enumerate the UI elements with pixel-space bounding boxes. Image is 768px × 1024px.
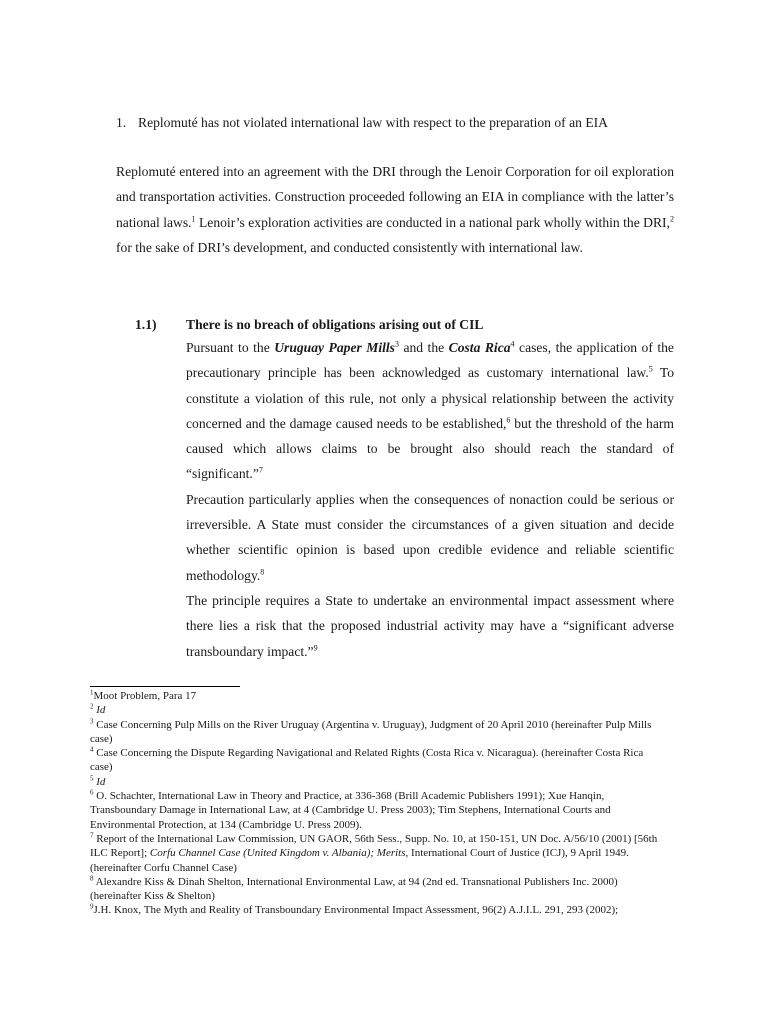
text-span: Pursuant to the: [186, 340, 275, 355]
footnote-text: O. Schachter, International Law in Theory and Practice, at 336-368 (Brill Academic Publishers 1991); Xue Hanqin, Transboundary Damage in International Law, at 4 (Cambridge U. Press 2003); Tim Stephens, International Courts and Environmental Protection, at 134 (Cambridge U. Press 2009).: [90, 790, 611, 831]
footnote-1: [90, 689, 668, 703]
subsection-body: [186, 335, 674, 664]
footnote-ref-4: 4: [510, 339, 515, 349]
intro-text-2: Lenoir’s exploration activities are conducted in a national park wholly within the DRI,: [195, 214, 670, 230]
footnote-number: 1: [90, 688, 94, 697]
footnote-4: [90, 746, 668, 775]
footnote-number: 7: [90, 831, 94, 840]
footnote-number: 2: [90, 702, 94, 711]
footnote-8: [90, 875, 668, 904]
footnote-9: [90, 903, 668, 917]
footnote-ref-9: 9: [313, 643, 318, 653]
footnote-ref-1: 1: [191, 214, 196, 224]
footnote-text: Id: [96, 704, 106, 717]
footnote-6: [90, 789, 668, 832]
footnote-text: , International Court of Justice (ICJ), 9 April 1949. (hereinafter Corfu Channel Case): [90, 847, 629, 874]
intro-text-1: Replomuté entered into an agreement with the DRI through the Lenoir Corporation for oil exploration and transportation activities. Construction proceeded following an EIA in compliance with the latter’s national laws.: [116, 164, 674, 230]
footnote-text: Moot Problem, Para 17: [93, 690, 197, 702]
footnote-3: [90, 718, 668, 747]
subsection-title: There is no breach of obligations arising out of CIL: [186, 317, 484, 332]
footnote-number: 5: [90, 774, 94, 783]
paragraph-precaution: [186, 487, 674, 588]
text-span: but the threshold of the harm caused which allows claims to be brought also should reach the standard of “significant.”: [186, 415, 674, 482]
footnote-number: 9: [90, 902, 94, 911]
case-name-uruguay: Uruguay Paper Mills: [274, 340, 395, 355]
footnote-case-name: Corfu Channel Case (United Kingdom v. Albania); Merits: [149, 847, 406, 860]
footnote-text: Case Concerning Pulp Mills on the River Uruguay (Argentina v. Uruguay), Judgment of 20 April 2010 (hereinafter Pulp Mills case): [90, 718, 652, 745]
footnote-ref-7: 7: [258, 465, 263, 475]
footnote-text: Alexandre Kiss & Dinah Shelton, International Environmental Law, at 94 (2nd ed. Transnational Publishers Inc. 2000) (hereinafter Kiss & Shelton): [90, 875, 618, 903]
footnote-ref-2: 2: [670, 214, 674, 224]
intro-paragraph: [116, 159, 674, 260]
footnote-text: Case Concerning the Dispute Regarding Navigational and Related Rights (Costa Rica v. Nicaragua). (hereinafter Costa Rica case): [90, 747, 644, 774]
section-heading-text: Replomuté has not violated international law with respect to the preparation of an EIA: [138, 115, 608, 130]
footnote-ref-5: 5: [648, 364, 653, 374]
subsection-heading: [135, 312, 675, 337]
footnote-number: 8: [90, 874, 94, 883]
footnote-2: [90, 703, 668, 717]
footnote-separator: [90, 686, 240, 687]
footnotes: [90, 689, 668, 918]
text-span: The principle requires a State to undertake an environmental impact assessment where there lies a risk that the proposed industrial activity may have a “significant adverse transboundary impact.”: [186, 592, 674, 659]
footnote-text: J.H. Knox, The Myth and Reality of Transboundary Environmental Impact Assessment, 96(2) A.J.I.L. 291, 293 (2002);: [93, 904, 619, 917]
section-heading: [116, 110, 676, 135]
footnote-text: Id: [96, 775, 106, 788]
footnote-number: 6: [90, 788, 94, 797]
footnote-number: 3: [90, 716, 94, 725]
subsection-number: 1.1): [135, 317, 157, 332]
text-span: and the: [398, 340, 449, 355]
footnote-ref-3: 3: [394, 339, 399, 349]
text-span: Precaution particularly applies when the consequences of nonaction could be serious or irreversible. A State must consider the circumstances of a given situation and decide whether scientific opinion is based upon credible evidence and reliable scientific methodology.: [186, 491, 674, 583]
footnote-5: [90, 775, 668, 789]
paragraph-principle: [186, 588, 674, 664]
intro-text-3: for the sake of DRI’s development, and conducted consistently with international law.: [116, 239, 583, 255]
footnote-7: [90, 832, 668, 875]
paragraph-precautionary: [186, 335, 674, 487]
section-number: 1.: [116, 115, 127, 130]
footnote-ref-8: 8: [260, 567, 265, 577]
footnote-ref-6: 6: [506, 415, 511, 425]
footnote-number: 4: [90, 745, 94, 754]
case-name-costa-rica: Costa Rica: [448, 340, 511, 355]
text-span: cases, the application of the precautionary principle has been acknowledged as customary international law.: [186, 340, 674, 381]
text-span: To constitute a violation of this rule, not only a physical relationship between the activity concerned and the damage caused needs to be established,: [186, 365, 674, 431]
footnote-text: Report of the International Law Commission, UN GAOR, 56th Sess., Supp. No. 10, at 150-151, UN Doc. A/56/10 (2001) [56th ILC Report];: [90, 832, 658, 860]
